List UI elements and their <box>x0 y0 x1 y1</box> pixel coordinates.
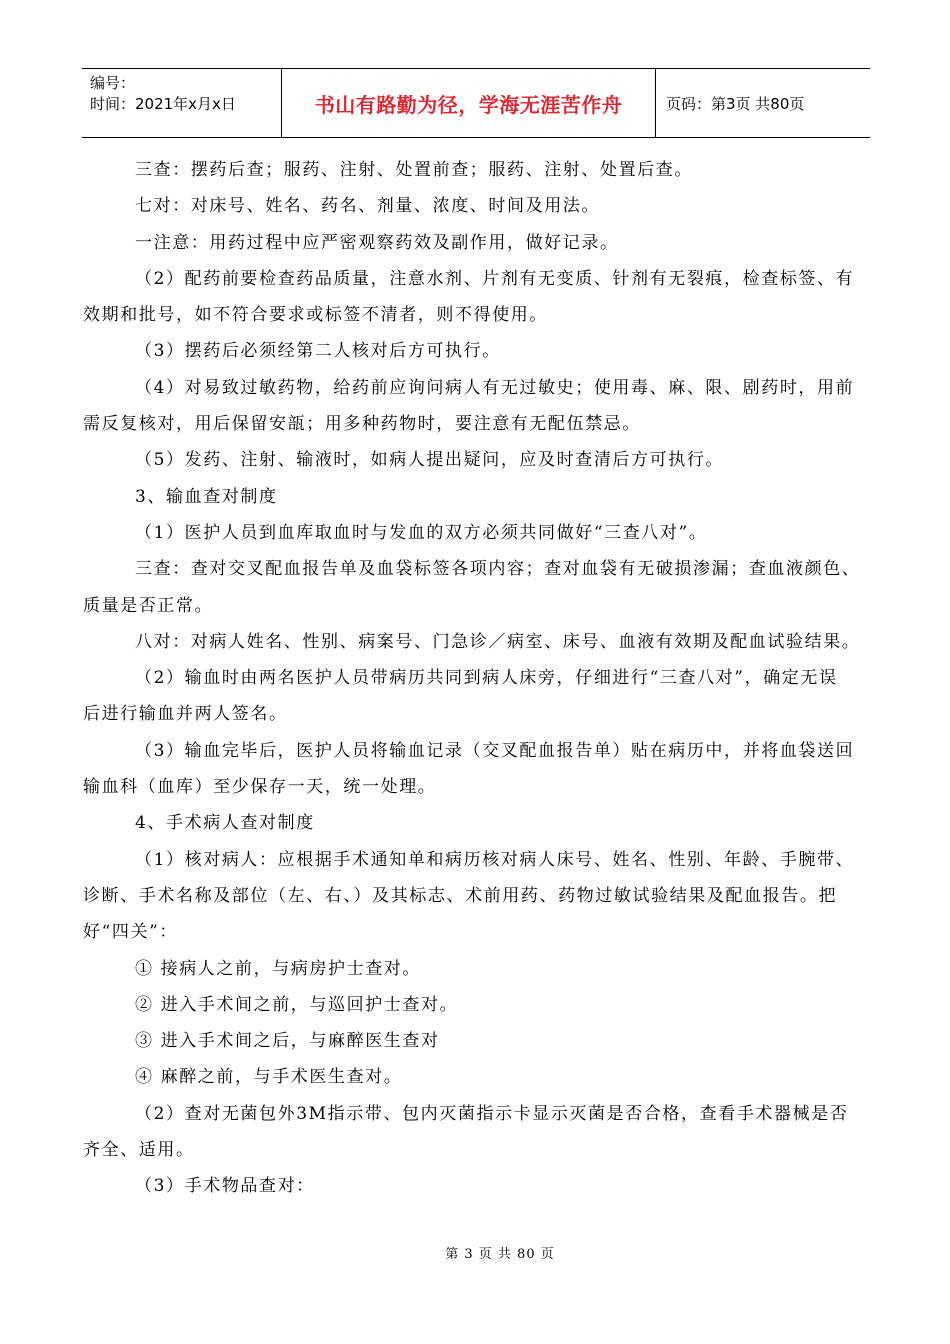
section-heading: 4、手术病人查对制度 <box>135 813 315 834</box>
page-footer <box>0 1243 950 1262</box>
header-meta <box>82 69 282 137</box>
paragraph: （4）对易致过敏药物，给药前应询问病人有无过敏史；使用毒、麻、限、剧药时，用前 <box>135 377 855 398</box>
paragraph: （3）摆药后必须经第二人核对后方可执行。 <box>135 341 501 362</box>
paragraph: 后进行输血并两人签名。 <box>83 704 288 725</box>
paragraph: （1）核对病人：应根据手术通知单和病历核对病人床号、姓名、性别、年龄、手腕带、 <box>135 849 855 870</box>
paragraph: （2）输血时由两名医护人员带病历共同到病人床旁，仔细进行“三查八对”，确定无误 <box>135 668 838 689</box>
paragraph: 齐全、适用。 <box>83 1140 195 1161</box>
list-item: ② 进入手术间之前，与巡回护士查对。 <box>135 994 459 1015</box>
paragraph: 七对：对床号、姓名、药名、剂量、浓度、时间及用法。 <box>135 196 600 217</box>
footer-page-number: 第 3 页 共 80 页 <box>445 1247 555 1262</box>
page-info-text: 页码：第3页 共80页 <box>666 94 805 113</box>
paragraph: （3）手术物品查对： <box>135 1176 315 1197</box>
motto-text: 书山有路勤为径，学海无涯苦作舟 <box>314 92 623 117</box>
list-item: ③ 进入手术间之后，与麻醉医生查对 <box>135 1031 440 1052</box>
paragraph: 诊断、手术名称及部位（左、右、）及其标志、术前用药、药物过敏试验结果及配血报告。把 <box>83 885 838 906</box>
header-motto-cell <box>282 69 656 137</box>
paragraph: 需反复核对，用后保留安瓿；用多种药物时，要注意有无配伍禁忌。 <box>83 414 641 435</box>
paragraph: 好“四关”： <box>83 922 178 943</box>
header-page-info <box>656 69 870 137</box>
paragraph: 效期和批号，如不符合要求或标签不清者，则不得使用。 <box>83 305 548 326</box>
paragraph: 八对：对病人姓名、性别、病案号、门急诊／病室、床号、血液有效期及配血试验结果。 <box>135 631 861 652</box>
paragraph: （2）配药前要检查药品质量，注意水剂、片剂有无变质、针剂有无裂痕，检查标签、有 <box>135 268 855 289</box>
paragraph: （3）输血完毕后，医护人员将输血记录（交叉配血报告单）贴在病历中，并将血袋送回 <box>135 740 855 761</box>
paragraph: 三查：查对交叉配血报告单及血袋标签各项内容；查对血袋有无破损渗漏；查血液颜色、 <box>135 559 861 580</box>
paragraph: 质量是否正常。 <box>83 595 214 616</box>
section-heading: 3、输血查对制度 <box>135 486 278 507</box>
paragraph: （5）发药、注射、输液时，如病人提出疑问，应及时查清后方可执行。 <box>135 450 725 471</box>
paragraph: （2）查对无菌包外3M指示带、包内灭菌指示卡显示灭菌是否合格，查看手术器械是否 <box>135 1103 849 1124</box>
list-item: ④ 麻醉之前，与手术医生查对。 <box>135 1067 403 1088</box>
paragraph: 输血科（血库）至少保存一天，统一处理。 <box>83 777 437 798</box>
paragraph: 一注意：用药过程中应严密观察药效及副作用，做好记录。 <box>135 232 619 253</box>
number-label: 编号： <box>90 74 136 92</box>
list-item: ① 接病人之前，与病房护士查对。 <box>135 958 422 979</box>
paragraph: 三查：摆药后查；服药、注射、处置前查；服药、注射、处置后查。 <box>135 160 693 180</box>
document-header <box>82 68 870 138</box>
paragraph: （1）医护人员到血库取血时与发血的双方必须共同做好“三查八对”。 <box>135 522 708 543</box>
date-label: 时间：2021年x月x日 <box>90 95 236 113</box>
document-body <box>83 152 869 1205</box>
